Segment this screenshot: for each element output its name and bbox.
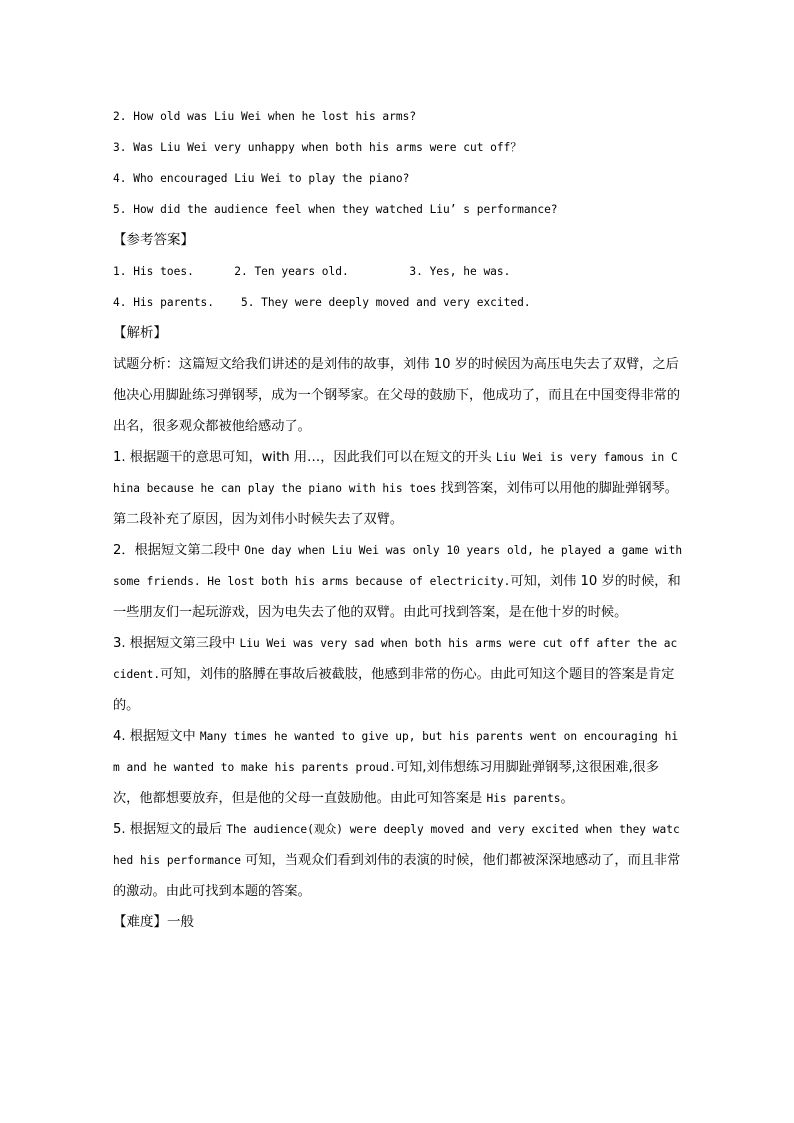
analysis-point-2-quote: One day when Liu Wei was only 10 years old, he played a game with some friends. He lost both his arms because of electricity. — [113, 544, 689, 588]
analysis-point-1-text-b: 找到答案，刘伟可以用他的脚趾弹钢琴。第二段补充了原因，因为刘伟小时候失去了双臂。 — [113, 481, 678, 527]
question-4: 4. Who encouraged Liu Wei to play the piano? — [113, 172, 410, 185]
analysis-intro: 试题分析：这篇短文给我们讲述的是刘伟的故事，刘伟 10 岁的时候因为高压电失去了双臂，之后他决心用脚趾练习弹钢琴，成为一个钢琴家。在父母的鼓励下，他成功了，而且在中国变得非常的出名，很多观众都被他给感动了。 — [113, 357, 681, 434]
answers-heading: 【参考答案】 — [113, 232, 194, 248]
question-2: 2. How old was Liu Wei when he lost his arms? — [113, 110, 417, 123]
analysis-point-4-answer: His parents — [486, 792, 561, 805]
analysis-point-5 — [113, 814, 683, 907]
analysis-heading: 【解析】 — [113, 325, 167, 341]
analysis-point-2-text-b: 可知，刘伟 10 岁的时候，和一些朋友们一起玩游戏，因为电失去了他的双臂。由此可找到答案，是在他十岁的时候。 — [113, 574, 681, 620]
document-content — [113, 101, 689, 938]
analysis-point-4-text-b: 可知,刘伟想练习用脚趾弹钢琴,这很困难,很多次，他都想要放弃，但是他的父母一直鼓励他。由此可知答案是 — [113, 760, 660, 806]
analysis-point-4-text-a: 4. 根据短文中 — [113, 729, 200, 744]
difficulty-label: 【难度】 — [113, 914, 167, 930]
question-3: 3. Was Liu Wei very unhappy when both his arms were cut off？ — [113, 141, 522, 154]
analysis-point-5-quote: The audience(观众) were deeply moved and very excited when they watched his performance — [113, 823, 680, 867]
analysis-point-3-text-b: 可知，刘伟的胳膊在事故后被截肢，他感到非常的伤心。由此可知这个题目的答案是肯定的。 — [113, 667, 675, 713]
analysis-point-5-text-b: 可知，当观众们看到刘伟的表演的时候，他们都被深深地感动了，而且非常的激动。由此可找到本题的答案。 — [113, 853, 681, 899]
question-5: 5. How did the audience feel when they watched Liu’ s performance? — [113, 203, 558, 216]
analysis-point-1-text-a: 1. 根据题干的意思可知，with 用…，因此我们可以在短文的开头 — [113, 450, 496, 465]
difficulty-value: 一般 — [167, 914, 194, 930]
answers-line-1: 1. His toes. 2. Ten years old. 3. Yes, he was. — [113, 265, 511, 278]
analysis-point-5-text-a: 5. 根据短文的最后 — [113, 822, 227, 837]
analysis-point-3-quote: Liu Wei was very sad when both his arms were cut off after the accident. — [113, 637, 678, 681]
analysis-point-3 — [113, 628, 683, 721]
analysis-point-2-text-a: 2．根据短文第二段中 — [113, 543, 245, 558]
analysis-point-1-quote: Liu Wei is very famous in China because he can play the piano with his toes — [113, 451, 678, 495]
answers-line-2: 4. His parents. 5. They were deeply moved and very excited. — [113, 296, 531, 309]
analysis-point-4 — [113, 721, 683, 814]
analysis-point-4-quote: Many times he wanted to give up, but his parents went on encouraging him and he wanted to make his parents proud. — [113, 730, 679, 774]
analysis-point-1 — [113, 442, 683, 535]
difficulty-line — [113, 907, 683, 938]
analysis-point-4-text-c: 。 — [560, 791, 574, 806]
analysis-point-3-text-a: 3. 根据短文第三段中 — [113, 636, 240, 651]
analysis-point-2 — [113, 535, 689, 628]
